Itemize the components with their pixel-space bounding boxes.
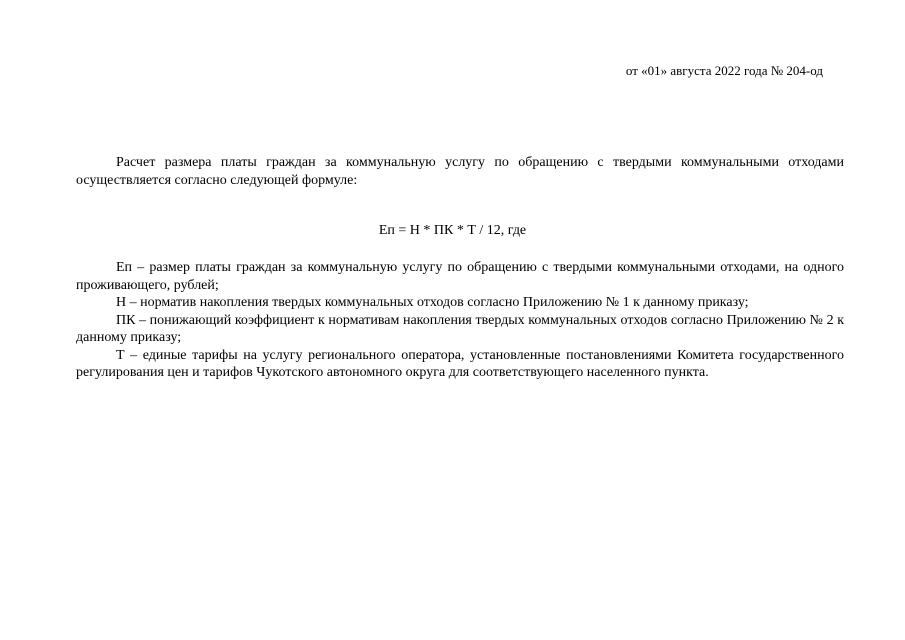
formula-line: Еп = Н * ПК * Т / 12, где <box>378 223 527 238</box>
definition-ep: Еп – размер платы граждан за коммунальную услугу по обращению с твердыми коммунальными отходами, на одного проживающего, рублей; <box>76 260 844 293</box>
order-reference: от «01» августа 2022 года № 204-од <box>625 63 823 78</box>
intro-paragraph: Расчет размера платы граждан за коммунальную услугу по обращению с твердыми коммунальными отходами осуществляется согласно следующей формуле: <box>76 155 844 188</box>
definitions-list <box>76 259 844 382</box>
definition-pk: ПК – понижающий коэффициент к нормативам накопления твердых коммунальных отходов согласно Приложению № 2 к данному приказу; <box>76 312 844 345</box>
definition-t: Т – единые тарифы на услугу регионального оператора, установленные постановлениями Комитета государственного регулирования цен и тарифов Чукотского автономного округа для соответствующего населенного пункта. <box>76 347 844 380</box>
definition-n: Н – норматив накопления твердых коммунальных отходов согласно Приложению № 1 к данному приказу; <box>116 295 749 310</box>
